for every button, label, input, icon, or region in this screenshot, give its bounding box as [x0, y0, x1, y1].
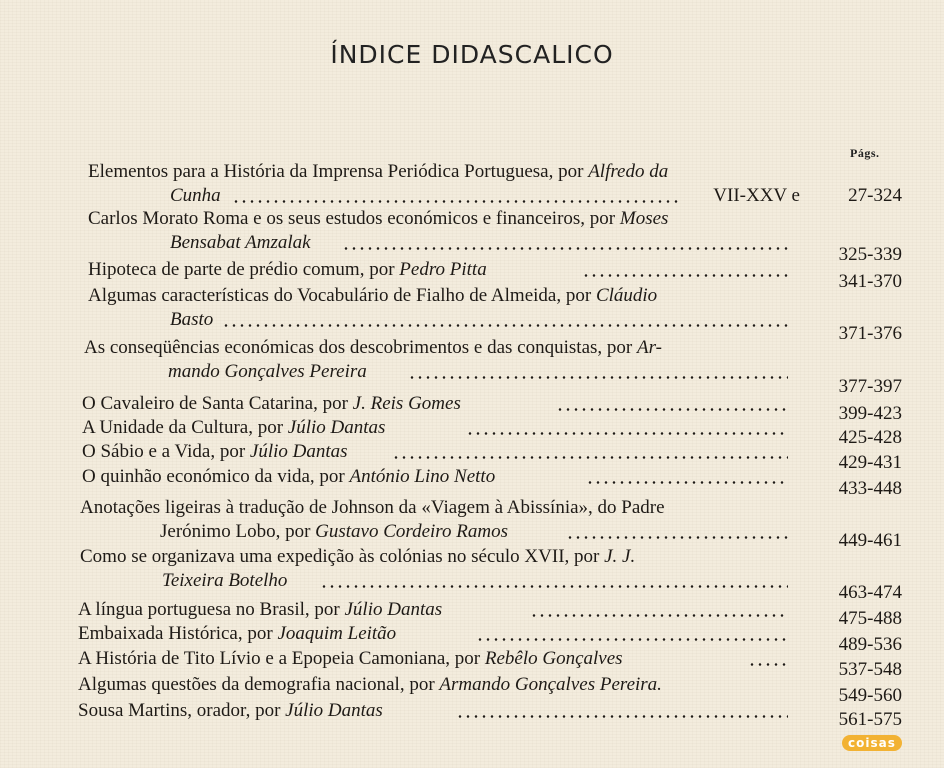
entry-title-line: Carlos Morato Roma e os seus estudos económicos e financeiros, por Moses: [88, 208, 669, 229]
entry-author: mando Gonçalves Pereira: [168, 361, 367, 382]
dot-leader: [408, 360, 788, 384]
entry-title-line: A História de Tito Lívio e a Epopeia Camoniana, por Rebêlo Gonçalves: [78, 648, 623, 669]
entry-title-line: Elementos para a História da Imprensa Periódica Portuguesa, por Alfredo da: [88, 161, 669, 182]
entry-pages: 27-324: [848, 185, 902, 206]
dot-leader: [586, 465, 788, 489]
entry-pages: 429-431: [838, 452, 902, 473]
entry-pages: 399-423: [838, 403, 902, 424]
entry-title-line: Embaixada Histórica, por Joaquim Leitão: [78, 623, 397, 644]
entry-title-line: Algumas questões da demografia nacional, por Armando Gonçalves Pereira.: [78, 674, 662, 695]
entry-title-line: A língua portuguesa no Brasil, por Júlio Dantas: [78, 599, 443, 620]
entry-author: António Lino Netto: [349, 466, 496, 487]
entry-author: Ar-: [636, 337, 662, 358]
entry-roman-pages: VII-XXV e: [713, 185, 800, 206]
entry-title-line: Hipoteca de parte de prédio comum, por Pedro Pitta: [88, 259, 487, 280]
entry-author: Júlio Dantas: [287, 417, 386, 438]
dot-leader: [530, 598, 788, 622]
entry-author: Armando Gonçalves Pereira.: [439, 674, 662, 695]
dot-leader: [748, 647, 788, 671]
entry-pages: 489-536: [838, 634, 902, 655]
entry-title-line: O Cavaleiro de Santa Catarina, por J. Reis Gomes: [82, 393, 461, 414]
entry-title-line: [162, 569, 287, 593]
entry-author: Teixeira Botelho: [162, 570, 288, 591]
dot-leader: [566, 520, 788, 544]
dot-leader: [232, 184, 678, 208]
entry-pages: 325-339: [838, 244, 902, 265]
entry-author: J. J.: [604, 546, 636, 567]
entry-pages: 475-488: [838, 608, 902, 629]
dot-leader: [476, 622, 788, 646]
entry-pages: 549-560: [838, 685, 902, 706]
entry-pages: 371-376: [838, 323, 902, 344]
entry-title-line: Algumas características do Vocabulário de Fialho de Almeida, por Cláudio: [88, 285, 658, 306]
dot-leader: [342, 231, 788, 255]
entry-pages: 377-397: [838, 376, 902, 397]
entry-author: J. Reis Gomes: [352, 393, 461, 414]
watermark-logo: coisas: [842, 735, 902, 751]
dot-leader: [320, 569, 788, 593]
entry-title-line: [168, 360, 367, 384]
entry-author: Alfredo da: [588, 161, 669, 182]
entry-pages: 537-548: [838, 659, 902, 680]
entry-author: Júlio Dantas: [285, 700, 383, 721]
entry-author: Bensabat Amzalak: [170, 232, 311, 253]
dot-leader: [582, 258, 788, 282]
dot-leader: [456, 699, 788, 723]
entry-pages: 433-448: [838, 478, 902, 499]
entry-author: Joaquim Leitão: [277, 623, 397, 644]
dot-leader: [556, 392, 788, 416]
entry-title-line: A Unidade da Cultura, por Júlio Dantas: [82, 417, 386, 438]
entry-author: Cláudio: [595, 285, 658, 306]
entry-author: Gustavo Cordeiro Ramos: [315, 521, 508, 542]
entry-author: Júlio Dantas: [344, 599, 443, 620]
entry-pages: 449-461: [838, 530, 902, 551]
page-title: ÍNDICE DIDASCALICO: [330, 40, 614, 69]
entry-title-line: O quinhão económico da vida, por António Lino Netto: [82, 466, 496, 487]
entry-title-line: Jerónimo Lobo, por Gustavo Cordeiro Ramos: [160, 521, 508, 542]
entry-title-line: Como se organizava uma expedição às colónias no século XVII, por J. J.: [80, 546, 636, 567]
entry-title-line: [170, 184, 221, 208]
entry-title-line: [170, 231, 311, 255]
pages-column-header: Págs.: [850, 146, 880, 160]
entry-author: Júlio Dantas: [249, 441, 348, 462]
entry-pages: 341-370: [838, 271, 902, 292]
dot-leader: [466, 416, 788, 440]
entry-title-line: O Sábio e a Vida, por Júlio Dantas: [82, 441, 348, 462]
entry-author: Rebêlo Gonçalves: [484, 648, 623, 669]
entry-title-line: Sousa Martins, orador, por Júlio Dantas: [78, 700, 383, 721]
entry-author: Basto: [170, 309, 214, 330]
entry-pages: 425-428: [838, 427, 902, 448]
entry-pages: 561-575: [838, 709, 902, 730]
entry-author: Moses: [619, 208, 669, 229]
entry-author: Pedro Pitta: [399, 259, 487, 280]
entry-title-line: [170, 308, 213, 332]
entry-author: Cunha: [170, 185, 221, 206]
entry-title-line: As conseqüências económicas dos descobrimentos e das conquistas, por Ar-: [84, 337, 662, 358]
dot-leader: [392, 440, 788, 464]
dot-leader: [222, 308, 788, 332]
entry-title-line: Anotações ligeiras à tradução de Johnson da «Viagem à Abissínia», do Padre: [80, 497, 665, 518]
entry-pages: 463-474: [838, 582, 902, 603]
